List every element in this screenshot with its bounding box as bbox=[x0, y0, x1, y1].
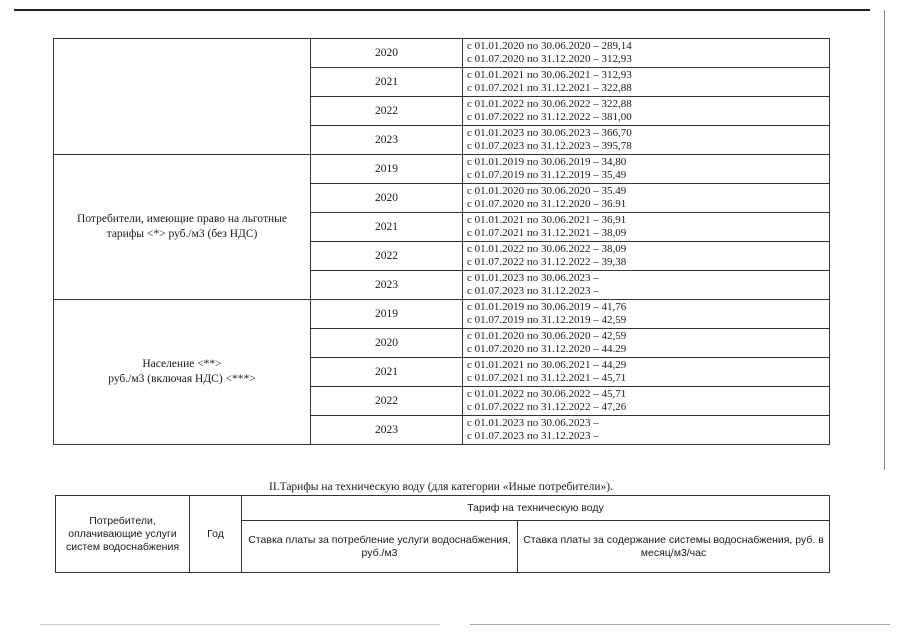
tariff-table-drinking-water bbox=[53, 38, 830, 445]
rate-first-half: с 01.01.2023 по 30.06.2023 – bbox=[467, 416, 599, 429]
year-cell: 2019 bbox=[311, 155, 463, 184]
rates-cell bbox=[463, 184, 830, 213]
rate-first-half: с 01.01.2023 по 30.06.2023 – bbox=[467, 271, 599, 284]
rate-second-half: с 01.07.2022 по 31.12.2022 – 39,38 bbox=[467, 256, 627, 268]
rate-second-half: с 01.07.2023 по 31.12.2023 – bbox=[467, 285, 599, 297]
rates-cell bbox=[463, 387, 830, 416]
year-cell: 2023 bbox=[311, 126, 463, 155]
table-header-row bbox=[56, 496, 830, 521]
rate-second-half: с 01.07.2022 по 31.12.2022 – 381,00 bbox=[467, 111, 632, 123]
year-cell: 2023 bbox=[311, 271, 463, 300]
year-cell: 2020 bbox=[311, 39, 463, 68]
year-cell: 2019 bbox=[311, 300, 463, 329]
tariff-table-technical-water bbox=[55, 495, 830, 573]
category-line: руб./м3 (включая НДС) <***> bbox=[108, 373, 256, 385]
rate-second-half: с 01.07.2023 по 31.12.2023 – 395,78 bbox=[467, 140, 632, 152]
rate-first-half: с 01.01.2021 по 30.06.2021 – 44,29 bbox=[467, 358, 627, 371]
header-rate-consumption-label: Ставка платы за потребление услуги водоснабжения, bbox=[248, 533, 511, 546]
category-cell-population bbox=[54, 300, 311, 445]
rates-cell bbox=[463, 126, 830, 155]
rate-second-half: с 01.07.2019 по 31.12.2019 – 35,49 bbox=[467, 169, 627, 181]
rate-second-half: с 01.07.2020 по 31.12.2020 – 44.29 bbox=[467, 343, 627, 355]
scan-border-top bbox=[14, 9, 870, 11]
rate-first-half: с 01.01.2022 по 30.06.2022 – 322,88 bbox=[467, 97, 632, 110]
year-cell: 2022 bbox=[311, 97, 463, 126]
rate-first-half: с 01.01.2020 по 30.06.2020 – 42,59 bbox=[467, 329, 627, 342]
rate-first-half: с 01.01.2020 по 30.06.2020 – 289,14 bbox=[467, 39, 632, 52]
year-cell: 2021 bbox=[311, 358, 463, 387]
rate-second-half: с 01.07.2019 по 31.12.2019 – 42,59 bbox=[467, 314, 627, 326]
header-rate-consumption bbox=[242, 521, 518, 573]
rate-first-half: с 01.01.2022 по 30.06.2022 – 38,09 bbox=[467, 242, 627, 255]
header-rate-maintenance: Ставка платы за содержание системы водоснабжения, руб. в месяц/м3/час bbox=[518, 521, 830, 573]
rates-cell bbox=[463, 300, 830, 329]
rate-second-half: с 01.07.2023 по 31.12.2023 – bbox=[467, 430, 599, 442]
rate-first-half: с 01.01.2020 по 30.06.2020 – 35.49 bbox=[467, 184, 627, 197]
year-cell: 2021 bbox=[311, 68, 463, 97]
table-row bbox=[54, 155, 830, 184]
rates-cell bbox=[463, 358, 830, 387]
year-cell: 2022 bbox=[311, 387, 463, 416]
rate-first-half: с 01.01.2019 по 30.06.2019 – 41,76 bbox=[467, 300, 627, 313]
header-tariff: Тариф на техническую воду bbox=[242, 496, 830, 521]
category-cell-continued bbox=[54, 39, 311, 155]
rates-cell bbox=[463, 213, 830, 242]
header-rate-consumption-unit: руб./м3 bbox=[361, 546, 398, 559]
rate-second-half: с 01.07.2020 по 31.12.2020 – 36.91 bbox=[467, 198, 627, 210]
scan-border-right bbox=[884, 10, 885, 470]
rates-cell bbox=[463, 39, 830, 68]
year-cell: 2020 bbox=[311, 184, 463, 213]
category-cell-preferential: Потребители, имеющие право на льготные тарифы <*> руб./м3 (без НДС) bbox=[54, 155, 311, 300]
rate-second-half: с 01.07.2021 по 31.12.2021 – 38,09 bbox=[467, 227, 627, 239]
header-consumers: Потребители, оплачивающие услуги систем водоснабжения bbox=[56, 496, 190, 573]
category-line: Население <**> bbox=[142, 358, 222, 370]
rates-cell bbox=[463, 271, 830, 300]
rate-first-half: с 01.01.2019 по 30.06.2019 – 34,80 bbox=[467, 155, 627, 168]
year-cell: 2023 bbox=[311, 416, 463, 445]
rates-cell bbox=[463, 329, 830, 358]
rates-cell bbox=[463, 242, 830, 271]
scan-border-bottom-left bbox=[40, 624, 440, 625]
rates-cell bbox=[463, 68, 830, 97]
rates-cell bbox=[463, 155, 830, 184]
rate-second-half: с 01.07.2021 по 31.12.2021 – 322,88 bbox=[467, 82, 632, 94]
rate-first-half: с 01.01.2023 по 30.06.2023 – 366,70 bbox=[467, 126, 632, 139]
rate-first-half: с 01.01.2021 по 30.06.2021 – 36,91 bbox=[467, 213, 627, 226]
section-title: II.Тарифы на техническую воду (для категории «Иные потребители»). bbox=[269, 481, 613, 493]
year-cell: 2021 bbox=[311, 213, 463, 242]
table-row bbox=[54, 39, 830, 68]
year-cell: 2022 bbox=[311, 242, 463, 271]
table-row bbox=[54, 300, 830, 329]
scan-border-bottom bbox=[470, 624, 890, 625]
rate-second-half: с 01.07.2021 по 31.12.2021 – 45,71 bbox=[467, 372, 627, 384]
rate-second-half: с 01.07.2020 по 31.12.2020 – 312,93 bbox=[467, 53, 632, 65]
rates-cell bbox=[463, 416, 830, 445]
rates-cell bbox=[463, 97, 830, 126]
rate-second-half: с 01.07.2022 по 31.12.2022 – 47,26 bbox=[467, 401, 627, 413]
year-cell: 2020 bbox=[311, 329, 463, 358]
rate-first-half: с 01.01.2021 по 30.06.2021 – 312,93 bbox=[467, 68, 632, 81]
rate-first-half: с 01.01.2022 по 30.06.2022 – 45,71 bbox=[467, 387, 627, 400]
header-year: Год bbox=[190, 496, 242, 573]
